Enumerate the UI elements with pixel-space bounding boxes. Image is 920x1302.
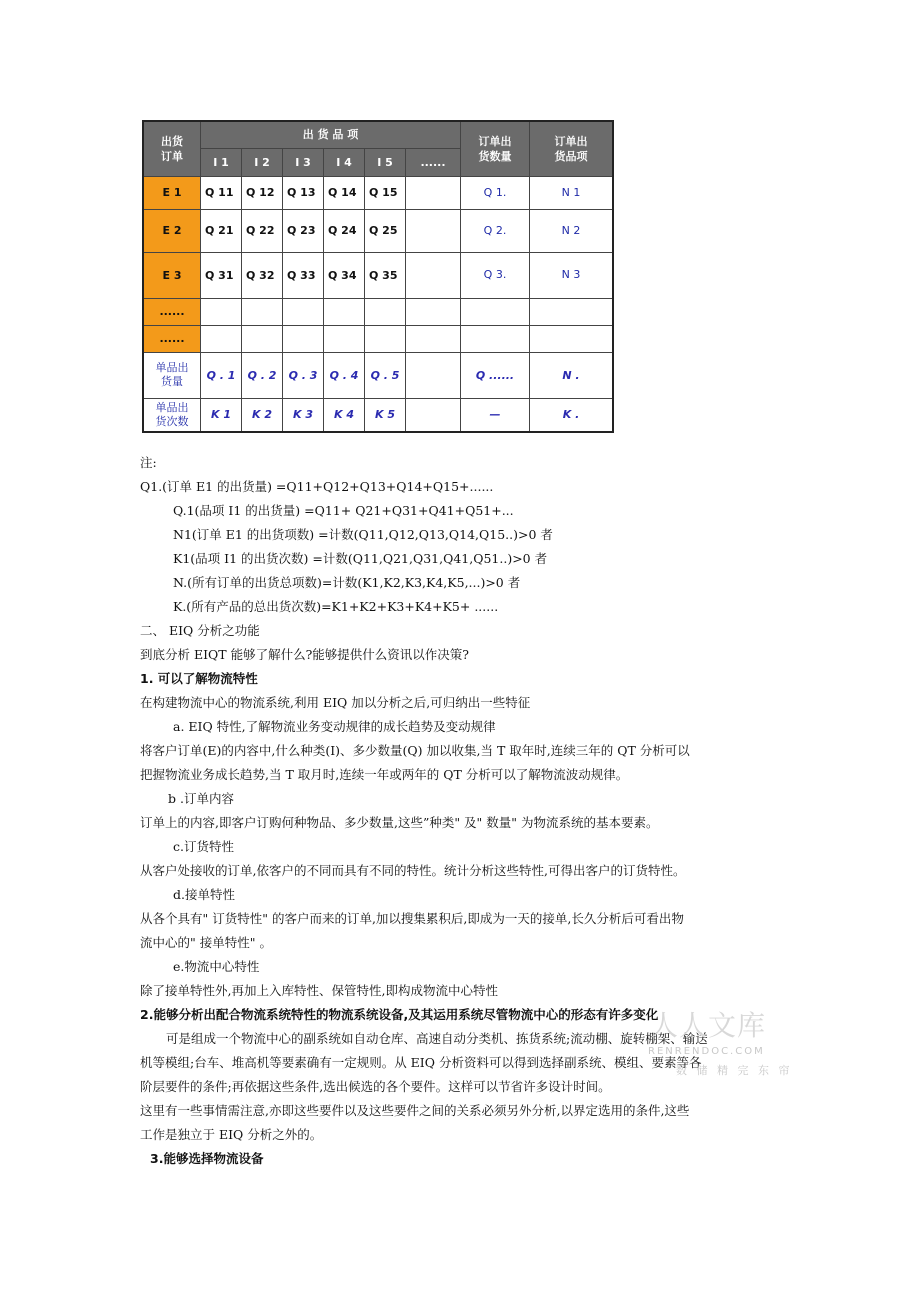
qty-cell: Q 1. bbox=[461, 176, 530, 209]
formula-line: N.(所有订单的出货总项数)=计数(K1,K2,K3,K4,K5,...)>0 者 bbox=[173, 575, 521, 590]
formula-line: N1(订单 E1 的出货项数) =计数(Q11,Q12,Q13,Q14,Q15..)>0 者 bbox=[173, 527, 553, 542]
q-cell: Q 15 bbox=[365, 176, 406, 209]
q-cell: Q 23 bbox=[283, 209, 324, 252]
row-label bbox=[143, 352, 201, 398]
q-cell: Q 35 bbox=[365, 252, 406, 298]
table-row-single-qty bbox=[143, 352, 613, 398]
order-cell: ...... bbox=[143, 325, 201, 352]
header-items bbox=[201, 121, 461, 148]
empty-cell bbox=[406, 352, 461, 398]
header-qty-text: 订单出 货数量 bbox=[478, 134, 512, 163]
watermark-url: RENRENDOC.COM bbox=[648, 1046, 765, 1057]
q-cell: Q 32 bbox=[242, 252, 283, 298]
k-cell: K 4 bbox=[324, 398, 365, 432]
n-cell: N 2 bbox=[530, 209, 614, 252]
formula-line: K1(品项 I1 的出货次数) =计数(Q11,Q21,Q31,Q41,Q51..)>0 者 bbox=[173, 551, 548, 566]
subsection-heading: 1. 可以了解物流特性 bbox=[140, 671, 258, 686]
watermark-sub: 数 储 精 完 东 帘 bbox=[676, 1064, 793, 1077]
paragraph-line: 流中心的" 接单特性" 。 bbox=[140, 935, 272, 950]
empty-cell bbox=[406, 252, 461, 298]
formula-line: Q1.(订单 E1 的出货量) =Q11+Q12+Q13+Q14+Q15+...... bbox=[140, 479, 494, 494]
paragraph-line: 在构建物流中心的物流系统,利用 EIQ 加以分析之后,可归纳出一些特征 bbox=[140, 695, 531, 710]
note-heading: 注: bbox=[140, 455, 157, 470]
q-cell: Q 24 bbox=[324, 209, 365, 252]
paragraph-line: 除了接单特性外,再加上入库特性、保管特性,即构成物流中心特性 bbox=[140, 983, 498, 998]
q-cell: Q 11 bbox=[201, 176, 242, 209]
order-cell: E 3 bbox=[143, 252, 201, 298]
header-items-text: 出 货 品 项 bbox=[302, 128, 359, 142]
item-col-3: I 3 bbox=[283, 148, 324, 176]
item-heading: a. EIQ 特性,了解物流业务变动规律的成长趋势及变动规律 bbox=[173, 719, 496, 734]
q-cell: Q 14 bbox=[324, 176, 365, 209]
item-heading: b .订单内容 bbox=[168, 791, 234, 806]
subsection-heading: 3.能够选择物流设备 bbox=[150, 1151, 264, 1166]
paragraph-line: 机等模组;台车、堆高机等要素确有一定规则。从 EIQ 分析资料可以得到选择副系统、模组、要素等各 bbox=[140, 1055, 702, 1070]
qty-cell: Q 3. bbox=[461, 252, 530, 298]
row-label-text: 单品出 货量 bbox=[155, 361, 189, 388]
q-cell: Q . 2 bbox=[242, 352, 283, 398]
item-heading: e.物流中心特性 bbox=[173, 959, 260, 974]
formula-line: Q.1(品项 I1 的出货量) =Q11+ Q21+Q31+Q41+Q51+... bbox=[173, 503, 514, 518]
header-item-count bbox=[530, 121, 614, 176]
q-cell: Q 34 bbox=[324, 252, 365, 298]
q-cell: Q . 4 bbox=[324, 352, 365, 398]
paragraph-line: 将客户订单(E)的内容中,什么种类(I)、多少数量(Q) 加以收集,当 T 取年时,连续三年的 QT 分析可以 bbox=[140, 743, 690, 758]
q-cell: Q 31 bbox=[201, 252, 242, 298]
item-col-5: I 5 bbox=[365, 148, 406, 176]
order-cell: E 1 bbox=[143, 176, 201, 209]
item-col-2: I 2 bbox=[242, 148, 283, 176]
header-qty bbox=[461, 121, 530, 176]
k-cell: K 5 bbox=[365, 398, 406, 432]
watermark-logo: 人人文库 bbox=[650, 1009, 767, 1042]
q-cell: Q . 5 bbox=[365, 352, 406, 398]
empty-cell bbox=[406, 209, 461, 252]
paragraph-line: 可是组成一个物流中心的副系统如自动仓库、高速自动分类机、拣货系统;流动棚、旋转棚架、输送 bbox=[166, 1031, 708, 1046]
formula-line: K.(所有产品的总出货次数)=K1+K2+K3+K4+K5+ ...... bbox=[173, 599, 499, 614]
table-row-single-times bbox=[143, 398, 613, 432]
empty-cell bbox=[406, 176, 461, 209]
k-cell: K 1 bbox=[201, 398, 242, 432]
order-cell: E 2 bbox=[143, 209, 201, 252]
paragraph-line: 把握物流业务成长趋势,当 T 取月时,连续一年或两年的 QT 分析可以了解物流波动规律。 bbox=[140, 767, 629, 782]
header-item-count-text: 订单出 货品项 bbox=[554, 134, 588, 163]
qty-cell: Q ...... bbox=[461, 352, 530, 398]
q-cell: Q 21 bbox=[201, 209, 242, 252]
table-row bbox=[143, 298, 613, 325]
q-cell: Q 22 bbox=[242, 209, 283, 252]
q-cell: Q 13 bbox=[283, 176, 324, 209]
qty-cell: — bbox=[461, 398, 530, 432]
n-cell: K . bbox=[530, 398, 614, 432]
item-heading: d.接单特性 bbox=[173, 887, 235, 902]
q-cell: Q . 1 bbox=[201, 352, 242, 398]
n-cell: N 3 bbox=[530, 252, 614, 298]
item-col-4: I 4 bbox=[324, 148, 365, 176]
section-heading: 二、 EIQ 分析之功能 bbox=[140, 623, 260, 638]
item-col-1: I 1 bbox=[201, 148, 242, 176]
order-cell: ...... bbox=[143, 298, 201, 325]
n-cell: N 1 bbox=[530, 176, 614, 209]
q-cell: Q 12 bbox=[242, 176, 283, 209]
paragraph-line: 这里有一些事情需注意,亦即这些要件以及这些要件之间的关系必须另外分析,以界定选用的条件,这些 bbox=[140, 1103, 690, 1118]
table-row bbox=[143, 252, 613, 298]
eiq-table bbox=[142, 120, 614, 433]
k-cell: K 2 bbox=[242, 398, 283, 432]
row-label-text: 单品出 货次数 bbox=[155, 400, 189, 428]
item-col-more: ...... bbox=[406, 148, 461, 176]
paragraph-line: 工作是独立于 EIQ 分析之外的。 bbox=[140, 1127, 323, 1142]
n-cell: N . bbox=[530, 352, 614, 398]
q-cell: Q . 3 bbox=[283, 352, 324, 398]
subsection-heading: 2.能够分析出配合物流系统特性的物流系统设备,及其运用系统尽管物流中心的形态有许多变化 bbox=[140, 1007, 659, 1022]
q-cell: Q 25 bbox=[365, 209, 406, 252]
table-row bbox=[143, 209, 613, 252]
header-order-text: 出货 订单 bbox=[161, 134, 183, 163]
paragraph-line: 从客户处接收的订单,依客户的不同而具有不同的特性。统计分析这些特性,可得出客户的订货特性。 bbox=[140, 863, 686, 878]
qty-cell: Q 2. bbox=[461, 209, 530, 252]
paragraph-line: 订单上的内容,即客户订购何种物品、多少数量,这些”种类" 及" 数量" 为物流系统的基本要素。 bbox=[140, 815, 659, 830]
paragraph-line: 阶层要件的条件;再依据这些条件,选出候选的各个要件。这样可以节省许多设计时间。 bbox=[140, 1079, 611, 1094]
paragraph-line: 到底分析 EIQT 能够了解什么?能够提供什么资讯以作决策? bbox=[140, 647, 469, 662]
item-heading: c.订货特性 bbox=[173, 839, 234, 854]
q-cell: Q 33 bbox=[283, 252, 324, 298]
k-cell: K 3 bbox=[283, 398, 324, 432]
header-order bbox=[143, 121, 201, 176]
table-row bbox=[143, 325, 613, 352]
table-row bbox=[143, 176, 613, 209]
paragraph-line: 从各个具有" 订货特性" 的客户而来的订单,加以搜集累积后,即成为一天的接单,长久分析后可看出物 bbox=[140, 911, 684, 926]
empty-cell bbox=[406, 398, 461, 432]
row-label bbox=[143, 398, 201, 432]
